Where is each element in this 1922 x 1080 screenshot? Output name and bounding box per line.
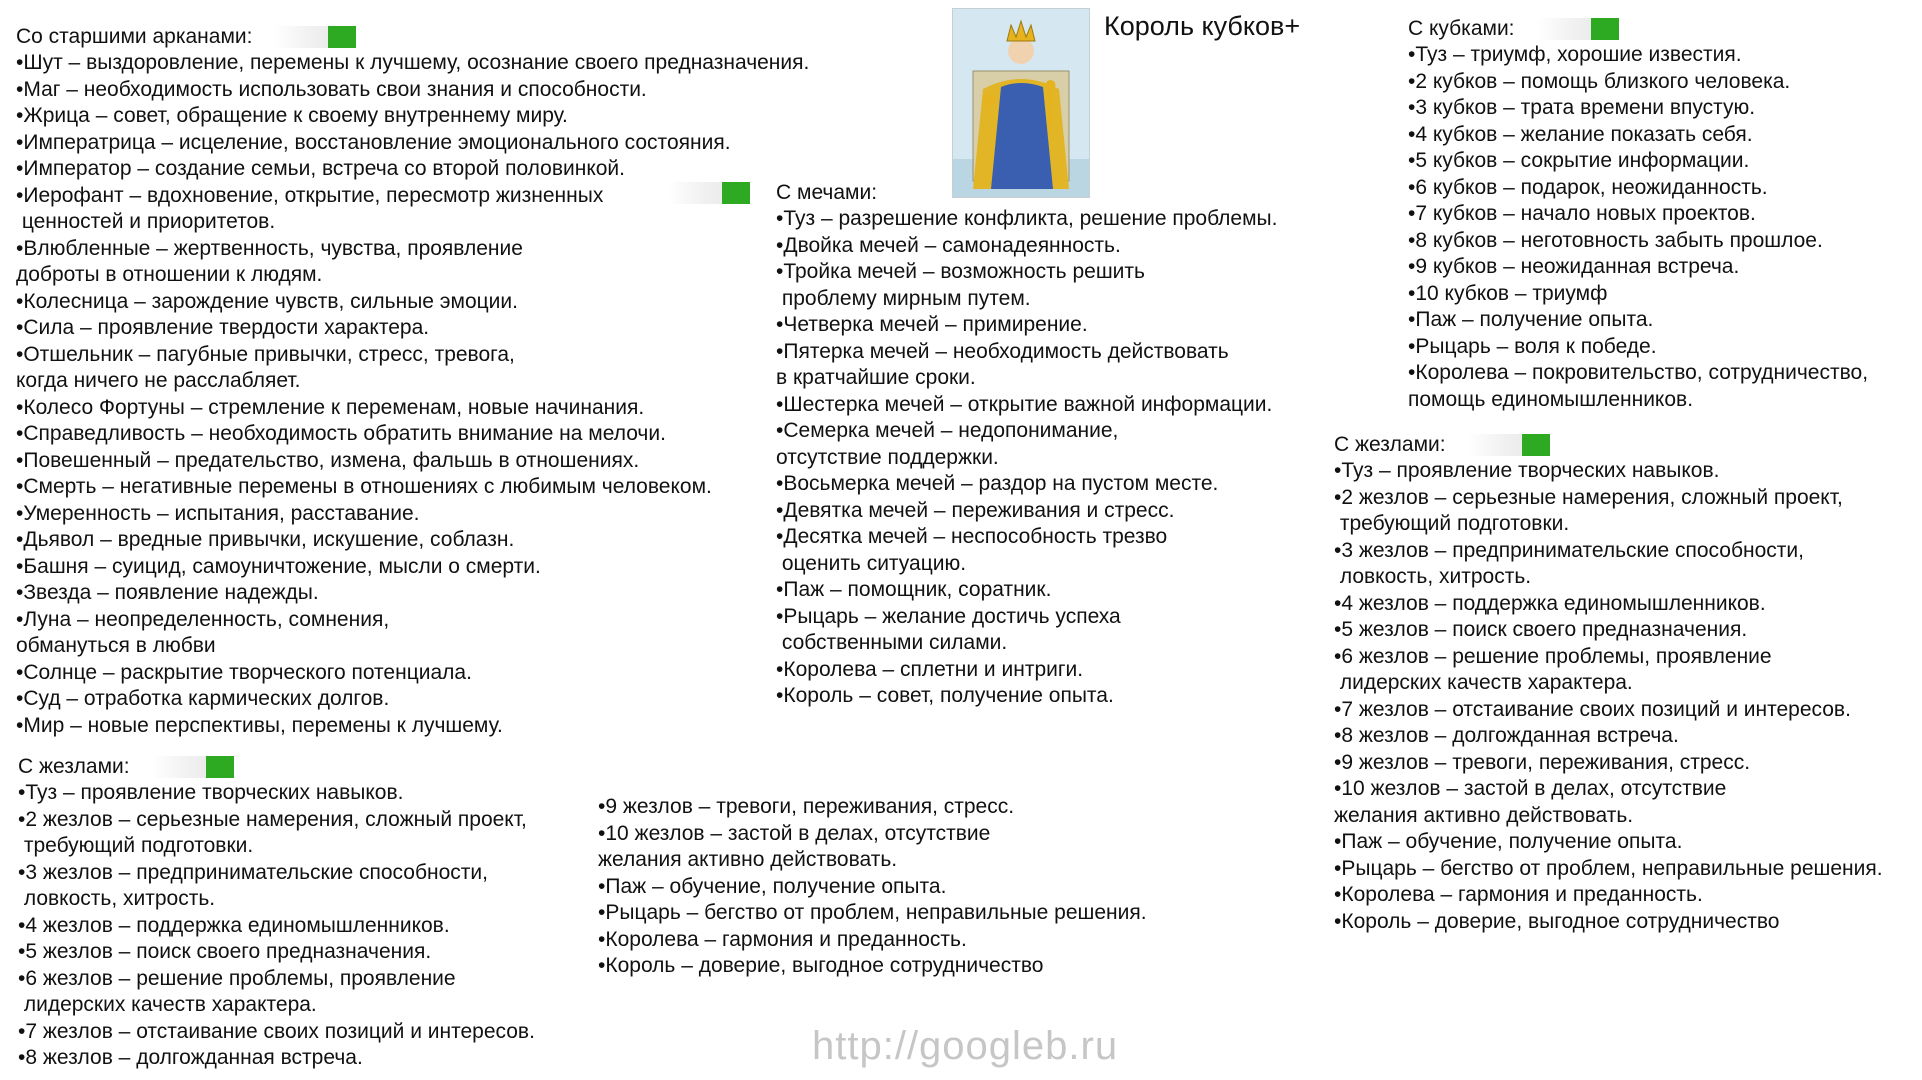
list-item: •3 кубков – трата времени впустую. — [1408, 96, 1756, 119]
list-item: •Повешенный – предательство, измена, фальшь в отношениях. — [16, 448, 640, 472]
wands-bottom-middle-section — [598, 794, 1147, 980]
list-item: •Королева – гармония и преданность. — [1334, 883, 1703, 906]
list-item: •Рыцарь – воля к победе. — [1408, 334, 1657, 358]
list-item: •Тройка мечей – возможность решить — [776, 260, 1145, 283]
list-item: •Шестерка мечей – открытие важной информации. — [776, 392, 1273, 416]
green-marker-icon — [668, 182, 750, 204]
list-item: •3 жезлов – предпринимательские способности, — [18, 860, 488, 884]
list-item: •Влюбленные – жертвенность, чувства, проявление — [16, 236, 523, 260]
list-item: •Королева – гармония и преданность. — [598, 927, 967, 951]
list-item: •Башня – суицид, самоуничтожение, мысли о смерти. — [16, 554, 541, 578]
list-item: желания активно действовать. — [1334, 803, 1634, 827]
list-item: •Солнце – раскрытие творческого потенциала. — [16, 660, 472, 684]
list-item: •Пятерка мечей – необходимость действовать — [776, 339, 1229, 363]
list-item: проблему мирным путем. — [776, 286, 1031, 310]
list-item: •Смерть – негативные перемены в отношениях с любимым человеком. — [16, 475, 712, 498]
list-item: •5 жезлов – поиск своего предназначения. — [18, 940, 432, 963]
list-item: •Императрица – исцеление, восстановление эмоционального состояния. — [16, 130, 731, 154]
cups-heading: С кубками: — [1408, 16, 1868, 42]
list-item: •4 жезлов – поддержка единомышленников. — [1334, 591, 1766, 615]
list-item: •Дьявол – вредные привычки, искушение, соблазн. — [16, 528, 515, 551]
list-item: требующий подготовки. — [18, 834, 254, 857]
list-item: •Король – совет, получение опыта. — [776, 684, 1114, 707]
list-item: •Туз – проявление творческих навыков. — [18, 781, 404, 804]
list-item: •Шут – выздоровление, перемены к лучшему, осознание своего предназначения. — [16, 51, 810, 74]
green-marker-icon — [1537, 18, 1619, 40]
list-item: •5 жезлов – поиск своего предназначения. — [1334, 618, 1748, 641]
list-item: •Луна – неопределенность, сомнения, — [16, 607, 390, 631]
list-item: •Десятка мечей – неспособность трезво — [776, 525, 1168, 548]
list-item: •Туз – триумф, хорошие известия. — [1408, 43, 1742, 66]
list-item: •Суд – отработка кармических долгов. — [16, 687, 390, 710]
list-item: лидерских качеств характера. — [18, 993, 317, 1016]
list-item: •Паж – помощник, соратник. — [776, 578, 1052, 601]
list-item: •8 жезлов – долгожданная встреча. — [18, 1046, 363, 1069]
wands-bottom-left-section — [18, 754, 535, 1072]
list-item: ловкость, хитрость. — [1334, 565, 1532, 588]
list-item: •6 жезлов – решение проблемы, проявление — [18, 966, 456, 990]
list-item: •9 кубков – неожиданная встреча. — [1408, 255, 1740, 278]
list-item: •Четверка мечей – примирение. — [776, 313, 1088, 336]
major-arcana-list — [16, 50, 809, 739]
list-item: •Туз – разрешение конфликта, решение проблемы. — [776, 207, 1278, 230]
list-item: отсутствие поддержки. — [776, 445, 999, 469]
list-item: •2 жезлов – серьезные намерения, сложный проект, — [1334, 485, 1843, 509]
list-item: •Восьмерка мечей – раздор на пустом месте. — [776, 472, 1219, 495]
page-title: Король кубков+ — [1104, 11, 1301, 41]
list-item: ценностей и приоритетов. — [16, 210, 276, 233]
list-item: •Колесница – зарождение чувств, сильные эмоции. — [16, 289, 518, 313]
swords-heading: С мечами: — [776, 181, 878, 204]
list-item: •Отшельник – пагубные привычки, стресс, тревога, — [16, 342, 515, 366]
wands-bottom-left-heading: С жезлами: — [18, 754, 535, 780]
list-item: •Туз – проявление творческих навыков. — [1334, 459, 1720, 482]
list-item: помощь единомышленников. — [1408, 387, 1694, 411]
watermark-url: http://googleb.ru — [812, 1024, 1119, 1068]
wands-right-list — [1334, 458, 1883, 935]
list-item: требующий подготовки. — [1334, 512, 1570, 535]
list-item: •5 кубков – сокрытие информации. — [1408, 149, 1750, 172]
list-item: собственными силами. — [776, 631, 1008, 654]
list-item: •7 жезлов – отстаивание своих позиций и интересов. — [1334, 697, 1851, 721]
wands-right-section — [1334, 432, 1883, 935]
list-item: •2 жезлов – серьезные намерения, сложный проект, — [18, 807, 527, 831]
wands-bottom-left-list — [18, 780, 535, 1072]
green-marker-icon — [274, 26, 356, 48]
list-item: •Мир – новые перспективы, перемены к лучшему. — [16, 713, 503, 737]
list-item: •8 кубков – неготовность забыть прошлое. — [1408, 228, 1823, 252]
major-arcana-heading: Со старшими арканами: — [16, 24, 809, 50]
list-item: •7 кубков – начало новых проектов. — [1408, 202, 1756, 225]
list-item: в кратчайшие сроки. — [776, 366, 976, 389]
cups-list — [1408, 42, 1868, 413]
green-marker-icon — [152, 756, 234, 778]
list-item: •6 кубков – подарок, неожиданность. — [1408, 175, 1768, 199]
cups-section — [1408, 16, 1868, 413]
wands-bottom-middle-list — [598, 794, 1147, 980]
list-item: •10 жезлов – застой в делах, отсутствие — [1334, 777, 1727, 800]
list-item: •Король – доверие, выгодное сотрудничество — [1334, 909, 1780, 933]
list-item: •Паж – обучение, получение опыта. — [598, 874, 947, 898]
list-item: желания активно действовать. — [598, 848, 898, 871]
list-item: •Рыцарь – желание достичь успеха — [776, 604, 1121, 628]
list-item: лидерских качеств характера. — [1334, 671, 1633, 694]
swords-list — [776, 206, 1277, 710]
list-item: •2 кубков – помощь близкого человека. — [1408, 69, 1791, 93]
list-item: •Девятка мечей – переживания и стресс. — [776, 498, 1175, 522]
list-item: ловкость, хитрость. — [18, 887, 216, 910]
list-item: •Король – доверие, выгодное сотрудничество — [598, 954, 1044, 977]
list-item: •10 жезлов – застой в делах, отсутствие — [598, 821, 991, 845]
list-item: •3 жезлов – предпринимательские способности, — [1334, 538, 1804, 562]
list-item: •6 жезлов – решение проблемы, проявление — [1334, 644, 1772, 668]
list-item: •Маг – необходимость использовать свои знания и способности. — [16, 77, 647, 101]
list-item: •10 кубков – триумф — [1408, 281, 1608, 305]
list-item: •7 жезлов – отстаивание своих позиций и интересов. — [18, 1019, 535, 1043]
list-item: оценить ситуацию. — [776, 551, 967, 575]
list-item: •Справедливость – необходимость обратить внимание на мелочи. — [16, 422, 666, 445]
list-item: •Паж – получение опыта. — [1408, 308, 1654, 331]
list-item: •Умеренность – испытания, расставание. — [16, 501, 420, 525]
list-item: •Двойка мечей – самонадеянность. — [776, 233, 1121, 257]
list-item: •Колесо Фортуны – стремление к переменам, новые начинания. — [16, 395, 645, 419]
list-item: •Император – создание семьи, встреча со второй половинкой. — [16, 157, 625, 180]
wands-right-heading: С жезлами: — [1334, 432, 1883, 458]
list-item: •Паж – обучение, получение опыта. — [1334, 830, 1683, 853]
list-item: обмануться в любви — [16, 634, 216, 657]
list-item: •Рыцарь – бегство от проблем, неправильные решения. — [598, 901, 1147, 924]
list-item: •Рыцарь – бегство от проблем, неправильные решения. — [1334, 856, 1883, 880]
list-item: •4 кубков – желание показать себя. — [1408, 122, 1753, 146]
list-item: •Звезда – появление надежды. — [16, 581, 319, 604]
swords-section — [776, 180, 1277, 710]
king-of-cups-card-image — [952, 8, 1090, 198]
green-marker-icon — [1468, 434, 1550, 456]
list-item: •Семерка мечей – недопонимание, — [776, 419, 1119, 442]
king-figure-illustration — [953, 9, 1089, 197]
major-arcana-section — [16, 24, 809, 739]
list-item: когда ничего не расслабляет. — [16, 369, 301, 392]
list-item: •Иерофант – вдохновение, открытие, пересмотр жизненных — [16, 183, 604, 207]
list-item: •8 жезлов – долгожданная встреча. — [1334, 724, 1679, 747]
list-item: •9 жезлов – тревоги, переживания, стресс. — [1334, 750, 1751, 774]
list-item: •Жрица – совет, обращение к своему внутреннему миру. — [16, 104, 568, 127]
list-item: •4 жезлов – поддержка единомышленников. — [18, 913, 450, 937]
list-item: •Сила – проявление твердости характера. — [16, 316, 430, 339]
list-item: доброты в отношении к людям. — [16, 263, 323, 286]
list-item: •Королева – покровительство, сотрудничество, — [1408, 361, 1869, 384]
list-item: •Королева – сплетни и интриги. — [776, 657, 1084, 681]
list-item: •9 жезлов – тревоги, переживания, стресс. — [598, 795, 1015, 818]
